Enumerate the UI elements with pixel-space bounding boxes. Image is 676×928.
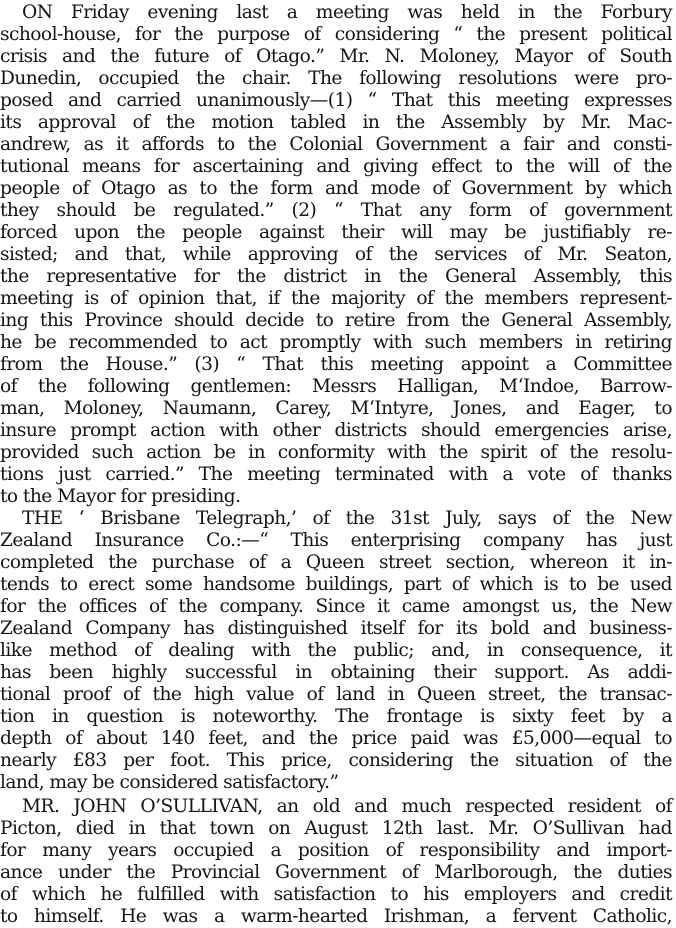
text-line: land, may be considered satisfactory.” xyxy=(0,772,339,793)
text-line: its approval of the motion tabled in the Assembly by Mr. Mac- xyxy=(0,112,672,133)
text-line: ing this Province should decide to retire from the General Assembly, xyxy=(0,310,672,331)
text-line: Dunedin, occupied the chair. The following resolutions were pro- xyxy=(0,68,672,89)
text-line: ance under the Provincial Government of Marlborough, the duties xyxy=(0,862,672,883)
text-line: depth of about 140 feet, and the price paid was £5,000—equal to xyxy=(0,728,672,749)
text-line: they should be regulated.” (2) “ That any form of government xyxy=(0,200,672,221)
text-line: man, Moloney, Naumann, Carey, M‘Intyre, Jones, and Eager, to xyxy=(0,398,672,419)
text-line: tion in question is noteworthy. The frontage is sixty feet by a xyxy=(0,706,672,727)
text-line: MR. JOHN O’SULLIVAN, an old and much respected resident of xyxy=(22,796,672,817)
text-line: the representative for the district in the General Assembly, this xyxy=(0,266,672,287)
text-line: Zealand Insurance Co.:—“ This enterprising company has just xyxy=(0,530,672,551)
text-line: people of Otago as to the form and mode of Government by which xyxy=(0,178,672,199)
text-line: meeting is of opinion that, if the majority of the members represent- xyxy=(0,288,672,309)
text-line: to himself. He was a warm-hearted Irishman, a fervent Catholic, xyxy=(0,906,672,927)
text-line: for many years occupied a position of responsibility and import- xyxy=(0,840,672,861)
text-line: tends to erect some handsome buildings, part of which is to be used xyxy=(0,574,672,595)
text-line: school-house, for the purpose of considering “ the present political xyxy=(0,24,672,45)
text-line: provided such action be in conformity with the spirit of the resolu- xyxy=(0,442,672,463)
text-line: Picton, died in that town on August 12th last. Mr. O’Sullivan had xyxy=(0,818,672,839)
text-line: crisis and the future of Otago.” Mr. N. Moloney, Mayor of South xyxy=(0,46,672,67)
text-line: Zealand Company has distinguished itself for its bold and business- xyxy=(0,618,672,639)
text-line: tutional means for ascertaining and giving effect to the will of the xyxy=(0,156,672,177)
text-line: for the offices of the company. Since it came amongst us, the New xyxy=(0,596,672,617)
text-line: from the House.” (3) “ That this meeting appoint a Committee xyxy=(0,354,672,375)
text-line: tional proof of the high value of land in Queen street, the transac- xyxy=(0,684,672,705)
text-line: of the following gentlemen: Messrs Halligan, M‘Indoe, Barrow- xyxy=(0,376,672,397)
text-line: posed and carried unanimously—(1) “ That this meeting expresses xyxy=(0,90,672,111)
text-line: THE ‘ Brisbane Telegraph,’ of the 31st July, says of the New xyxy=(22,508,672,529)
text-line: to the Mayor for presiding. xyxy=(0,486,241,507)
text-line: of which he fulfilled with satisfaction to his employers and credit xyxy=(0,884,672,905)
text-line: insure prompt action with other districts should emergencies arise, xyxy=(0,420,672,441)
text-line: has been highly successful in obtaining their support. As addi- xyxy=(0,662,672,683)
text-line: ON Friday evening last a meeting was held in the Forbury xyxy=(22,2,672,23)
text-line: completed the purchase of a Queen street section, whereon it in- xyxy=(0,552,672,573)
text-line: andrew, as it affords to the Colonial Government a fair and consti- xyxy=(0,134,672,155)
text-line: forced upon the people against their will may be justifiably re- xyxy=(0,222,672,243)
text-line: nearly £83 per foot. This price, considering the situation of the xyxy=(0,750,672,771)
text-line: he be recommended to act promptly with such members in retiring xyxy=(0,332,672,353)
text-line: tions just carried.” The meeting terminated with a vote of thanks xyxy=(0,464,672,485)
text-line: sisted; and that, while approving of the services of Mr. Seaton, xyxy=(0,244,672,265)
text-line: like method of dealing with the public; and, in consequence, it xyxy=(0,640,672,661)
